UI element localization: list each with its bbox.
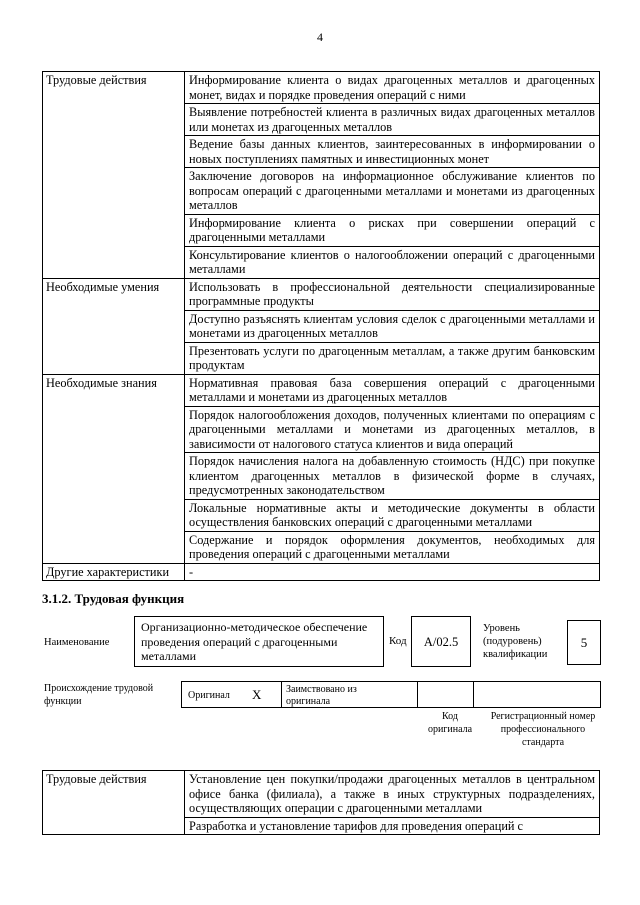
origin-divider-1 xyxy=(281,682,282,707)
row-text: - xyxy=(185,563,600,581)
row-text: Содержание и порядок оформления документов, необходимых для проведения операций с драгоценными металлами xyxy=(185,531,600,563)
row-text: Использовать в профессиональной деятельности специализированные программные продукты xyxy=(185,278,600,310)
row-text: Презентовать услуги по драгоценным металлам, а также другим банковским продуктам xyxy=(185,342,600,374)
row-text: Заключение договоров на информационное обслуживание клиентов по вопросам операций с драгоценными металлами и монетами из драгоценных металлов xyxy=(185,168,600,215)
code-box xyxy=(411,616,471,667)
row-label: Трудовые действия xyxy=(43,771,185,835)
table-row xyxy=(43,278,600,310)
origin-divider-3 xyxy=(473,682,474,707)
table-row xyxy=(43,374,600,406)
row-label: Необходимые умения xyxy=(43,278,185,374)
row-text: Разработка и установление тарифов для проведения операций с xyxy=(185,817,600,835)
origin-box xyxy=(181,681,601,708)
row-text: Выявление потребностей клиента в различных видах драгоценных металлов или монетах из драгоценных металлов xyxy=(185,104,600,136)
row-text: Локальные нормативные акты и методические документы в области осуществления банковских операций с драгоценными металлами xyxy=(185,499,600,531)
level-box xyxy=(567,620,601,665)
row-text: Нормативная правовая база совершения операций с драгоценными металлами и монетами из драгоценных металлов xyxy=(185,374,600,406)
level-label: Уровень (подуровень) квалификации xyxy=(483,623,548,660)
code-value: А/02.5 xyxy=(423,635,459,649)
code-caption: Код оригинала xyxy=(427,711,473,735)
function-name: Организационно-методическое обеспечение проведения операций с драгоценными металлами xyxy=(141,620,368,663)
row-text: Ведение базы данных клиентов, заинтересованных в информировании о новых поступлениях памятных и инвестиционных монет xyxy=(185,136,600,168)
row-text: Установление цен покупки/продажи драгоценных металлов в центральном офисе банка (филиала), а также в иных структурных подразделениях, осуществляющих операции с драгоценными металлами xyxy=(185,771,600,818)
work-actions-table-2 xyxy=(42,770,600,835)
row-text: Информирование клиента о видах драгоценных металлов и драгоценных монет, видах и порядке проведения операций с ними xyxy=(185,72,600,104)
row-text: Информирование клиента о рисках при совершении операций с драгоценными металлами xyxy=(185,214,600,246)
table-row xyxy=(43,771,600,818)
origin-label: Происхождение трудовой функции xyxy=(44,683,154,707)
row-text: Консультирование клиентов о налогообложении операций с драгоценными металлами xyxy=(185,246,600,278)
name-label: Наименование xyxy=(44,637,110,648)
function-name-box xyxy=(134,616,384,667)
original-mark: X xyxy=(252,687,262,702)
borrowed-label: Заимствовано из оригинала xyxy=(286,684,357,707)
original-label: Оригинал xyxy=(188,690,230,701)
table-row xyxy=(43,72,600,104)
row-text: Порядок налогообложения доходов, полученных клиентами по операциям с драгоценными металлами и монетами из драгоценных металлов, в зависимости от налогового статуса клиентов и вида операций xyxy=(185,406,600,453)
row-label: Другие характеристики xyxy=(43,563,185,581)
level-value: 5 xyxy=(580,635,588,650)
code-label: Код xyxy=(389,635,407,647)
work-actions-table xyxy=(42,71,600,581)
row-text: Порядок начисления налога на добавленную стоимость (НДС) при покупке клиентом драгоценных металлов в физической форме в случаях, предусмотренных законодательством xyxy=(185,453,600,500)
row-text: Доступно разъяснять клиентам условия сделок с драгоценными металлами и монетами из драгоценных металлов xyxy=(185,310,600,342)
page-number: 4 xyxy=(317,30,323,44)
table-row xyxy=(43,563,600,581)
reg-caption: Регистрационный номер профессионального стандарта xyxy=(490,711,596,748)
row-label: Трудовые действия xyxy=(43,72,185,279)
origin-divider-2 xyxy=(417,682,418,707)
row-label: Необходимые знания xyxy=(43,374,185,563)
section-title: 3.1.2. Трудовая функция xyxy=(42,591,185,606)
